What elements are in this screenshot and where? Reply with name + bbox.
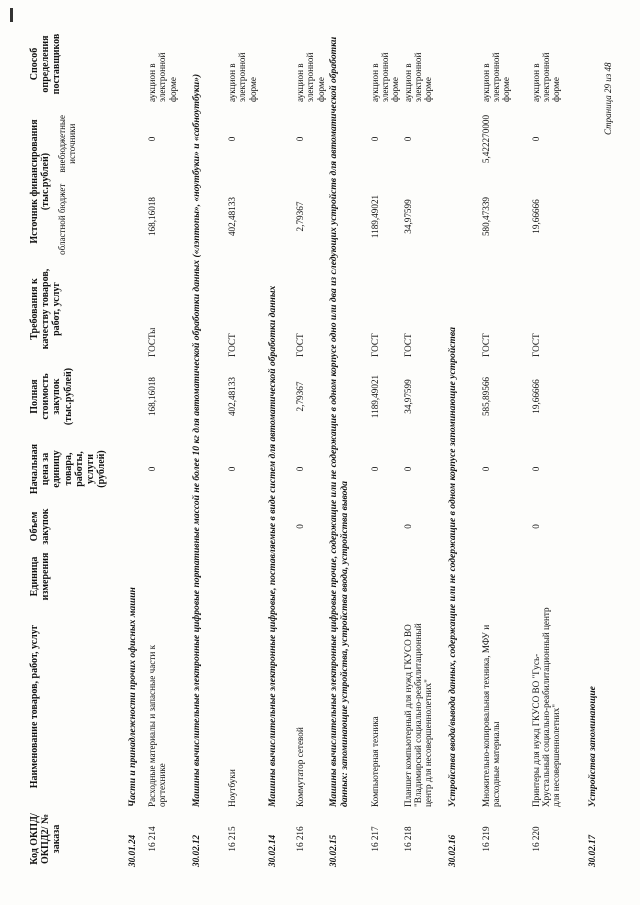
section-code: 30.02.16: [446, 834, 457, 867]
item-volume: [226, 504, 266, 549]
table-row: [480, 24, 530, 869]
item-full-cost: 2,79367: [295, 381, 305, 412]
section-title: Машины вычислительные электронные цифровые прочие, содержащие или не содержащие в одном корпусе одно или два из следующих устройств для автоматической обработки данных: запоминающие устройства, устройства ввода, устройства вывода: [327, 36, 350, 807]
item-regional-budget: 19,66666: [530, 199, 541, 234]
table-row: [369, 24, 402, 869]
item-volume: [146, 504, 190, 549]
item-unit: [480, 549, 530, 604]
item-requirements: ГОСТ: [402, 333, 413, 357]
item-regional-budget: 168,16018: [147, 196, 157, 237]
item-name: Коммутатор сетевой: [295, 727, 305, 807]
item-volume: [480, 504, 530, 549]
item-volume: 0: [402, 524, 413, 529]
section-code: 30.01.24: [127, 834, 137, 867]
item-extrabudgetary: 0: [369, 136, 380, 142]
item-unit: [294, 549, 327, 604]
item-unit-price: 0: [369, 466, 380, 472]
item-method: аукцион в электронной форме: [227, 52, 258, 102]
item-full-cost: 585,89566: [480, 376, 491, 417]
item-name: Компьютерная техника: [369, 716, 380, 807]
table-row: [530, 24, 586, 869]
item-method: аукцион в электронной форме: [295, 52, 326, 102]
table-row: [226, 24, 266, 869]
section-row: [266, 24, 294, 869]
section-code: 30.02.15: [327, 834, 338, 867]
item-code: 16 214: [147, 826, 157, 852]
item-regional-budget: 580,47339: [480, 196, 491, 237]
item-method: аукцион в электронной форме: [369, 52, 401, 102]
item-volume: 0: [295, 524, 305, 529]
item-method: аукцион в электронной форме: [530, 52, 562, 102]
item-method: аукцион в электронной форме: [480, 52, 512, 102]
header-financing: [28, 104, 126, 259]
header-code: Код ОКПД/ ОКПД2/ № заказа: [29, 813, 63, 865]
section-row: [126, 24, 146, 869]
item-code: 16 218: [402, 826, 413, 852]
page-number: Страница 29 из 48: [603, 62, 613, 135]
table-row: [402, 24, 446, 869]
section-code: 30.02.17: [586, 834, 597, 867]
item-full-cost: 34,97599: [402, 379, 413, 414]
item-code: 16 217: [369, 826, 380, 852]
item-unit-price: 0: [147, 466, 157, 472]
item-unit: [402, 549, 446, 604]
item-volume: [369, 504, 402, 549]
item-method: аукцион в электронной форме: [402, 52, 434, 102]
item-extrabudgetary: 0: [147, 136, 157, 142]
item-regional-budget: 402,48133: [227, 196, 237, 237]
header-financing-sub: [57, 106, 77, 257]
item-code: 16 216: [295, 826, 305, 852]
section-title: Машины вычислительные электронные цифровые, поставляемые в виде систем для автоматической обработки данных: [267, 285, 278, 807]
item-unit-price: 0: [530, 466, 541, 472]
item-unit-price: 0: [402, 466, 413, 472]
item-name: Ноутбуки: [227, 769, 237, 807]
header-financing-extra: внебюджетные источники: [57, 115, 78, 173]
item-unit-price: 0: [295, 466, 305, 472]
section-title: Устройства ввода/вывода данных, содержащие или не содержащие в одном корпусе запоминающие устройства: [446, 327, 458, 807]
item-requirements: ГОСТ: [295, 333, 305, 357]
item-requirements: ГОСТы: [147, 327, 157, 357]
item-unit-price: 0: [227, 466, 237, 472]
procurement-plan-sheet: [28, 24, 618, 869]
item-full-cost: 19,66666: [530, 379, 541, 414]
item-unit: [146, 549, 190, 604]
section-title: Машины вычислительные электронные цифровые портативные массой не более 10 кг для автоматической обработки данных («лэптопы», «ноутбуки» и «сабноутбуки»): [191, 73, 202, 807]
table-row: [146, 24, 190, 869]
item-code: 16 219: [480, 826, 491, 852]
item-regional-budget: 2,79367: [295, 201, 305, 232]
item-requirements: ГОСТ: [227, 333, 237, 357]
section-row: [586, 24, 606, 869]
item-full-cost: 168,16018: [147, 376, 157, 417]
item-full-cost: 402,48133: [227, 376, 237, 417]
item-name: Расходные материалы и запасные части к оргтехнике: [147, 644, 168, 807]
item-unit: [369, 549, 402, 604]
header-requirements: Требования к качеству товаров, работ, услуг: [29, 268, 63, 350]
section-title: Части и принадлежности прочих офисных машин: [127, 587, 138, 807]
section-code: 30.02.14: [267, 834, 277, 867]
item-volume: 0: [530, 524, 541, 529]
header-volume: Объем закупок: [29, 508, 52, 545]
header-name: Наименование товаров, работ, услуг: [29, 624, 40, 789]
item-regional-budget: 34,97599: [402, 199, 413, 234]
item-requirements: ГОСТ: [480, 333, 491, 357]
item-code: 16 215: [227, 826, 237, 852]
item-full-cost: 1189,49021: [369, 374, 380, 419]
item-requirements: ГОСТ: [530, 333, 541, 357]
item-unit: [530, 549, 586, 604]
header-financing-title: Источник финансирования (тыс.рублей): [29, 119, 52, 244]
table-body: [126, 24, 606, 869]
header-method: Способ определения поставщиков: [29, 33, 63, 95]
section-row: [446, 24, 480, 869]
procurement-table: [28, 24, 606, 869]
section-row: [327, 24, 369, 869]
item-requirements: ГОСТ: [369, 333, 380, 357]
item-extrabudgetary: 0: [530, 136, 541, 142]
item-extrabudgetary: 0: [402, 136, 413, 142]
item-code: 16 220: [530, 826, 541, 852]
item-unit-price: 0: [480, 466, 491, 472]
section-title: Устройства запоминающие: [586, 686, 598, 807]
header-financing-budget: областной бюджет: [57, 183, 68, 255]
header-unit-price: Начальная цена за единицу товара, работы, услуги (рублей): [29, 443, 108, 495]
item-name: Принтеры для нужд ГКУСО ВО "Гусь-Хрустальный социально-реабилитационный центр для несовершеннолетних": [530, 607, 562, 807]
section-code: 30.02.12: [191, 834, 201, 867]
item-unit: [226, 549, 266, 604]
table-row: [294, 24, 327, 869]
item-name: Планшет компьютерный для нужд ГКУСО ВО "Владимирский социально-реабилитационный центр для несовершеннолетних": [402, 623, 434, 807]
item-extrabudgetary: 5,422270000: [480, 114, 491, 164]
header-full-cost: Полная стоимость закупок (тыс.рублей): [29, 367, 74, 426]
item-regional-budget: 1189,49021: [369, 194, 380, 239]
item-extrabudgetary: 0: [295, 136, 305, 142]
header-unit: Единица измерения: [29, 552, 52, 601]
table-header-row: [28, 24, 126, 869]
section-row: [190, 24, 226, 869]
item-extrabudgetary: 0: [227, 136, 237, 142]
item-method: аукцион в электронной форме: [147, 52, 178, 102]
item-name: Множительно-копировальная техника, МФУ и расходные материалы: [480, 624, 502, 807]
